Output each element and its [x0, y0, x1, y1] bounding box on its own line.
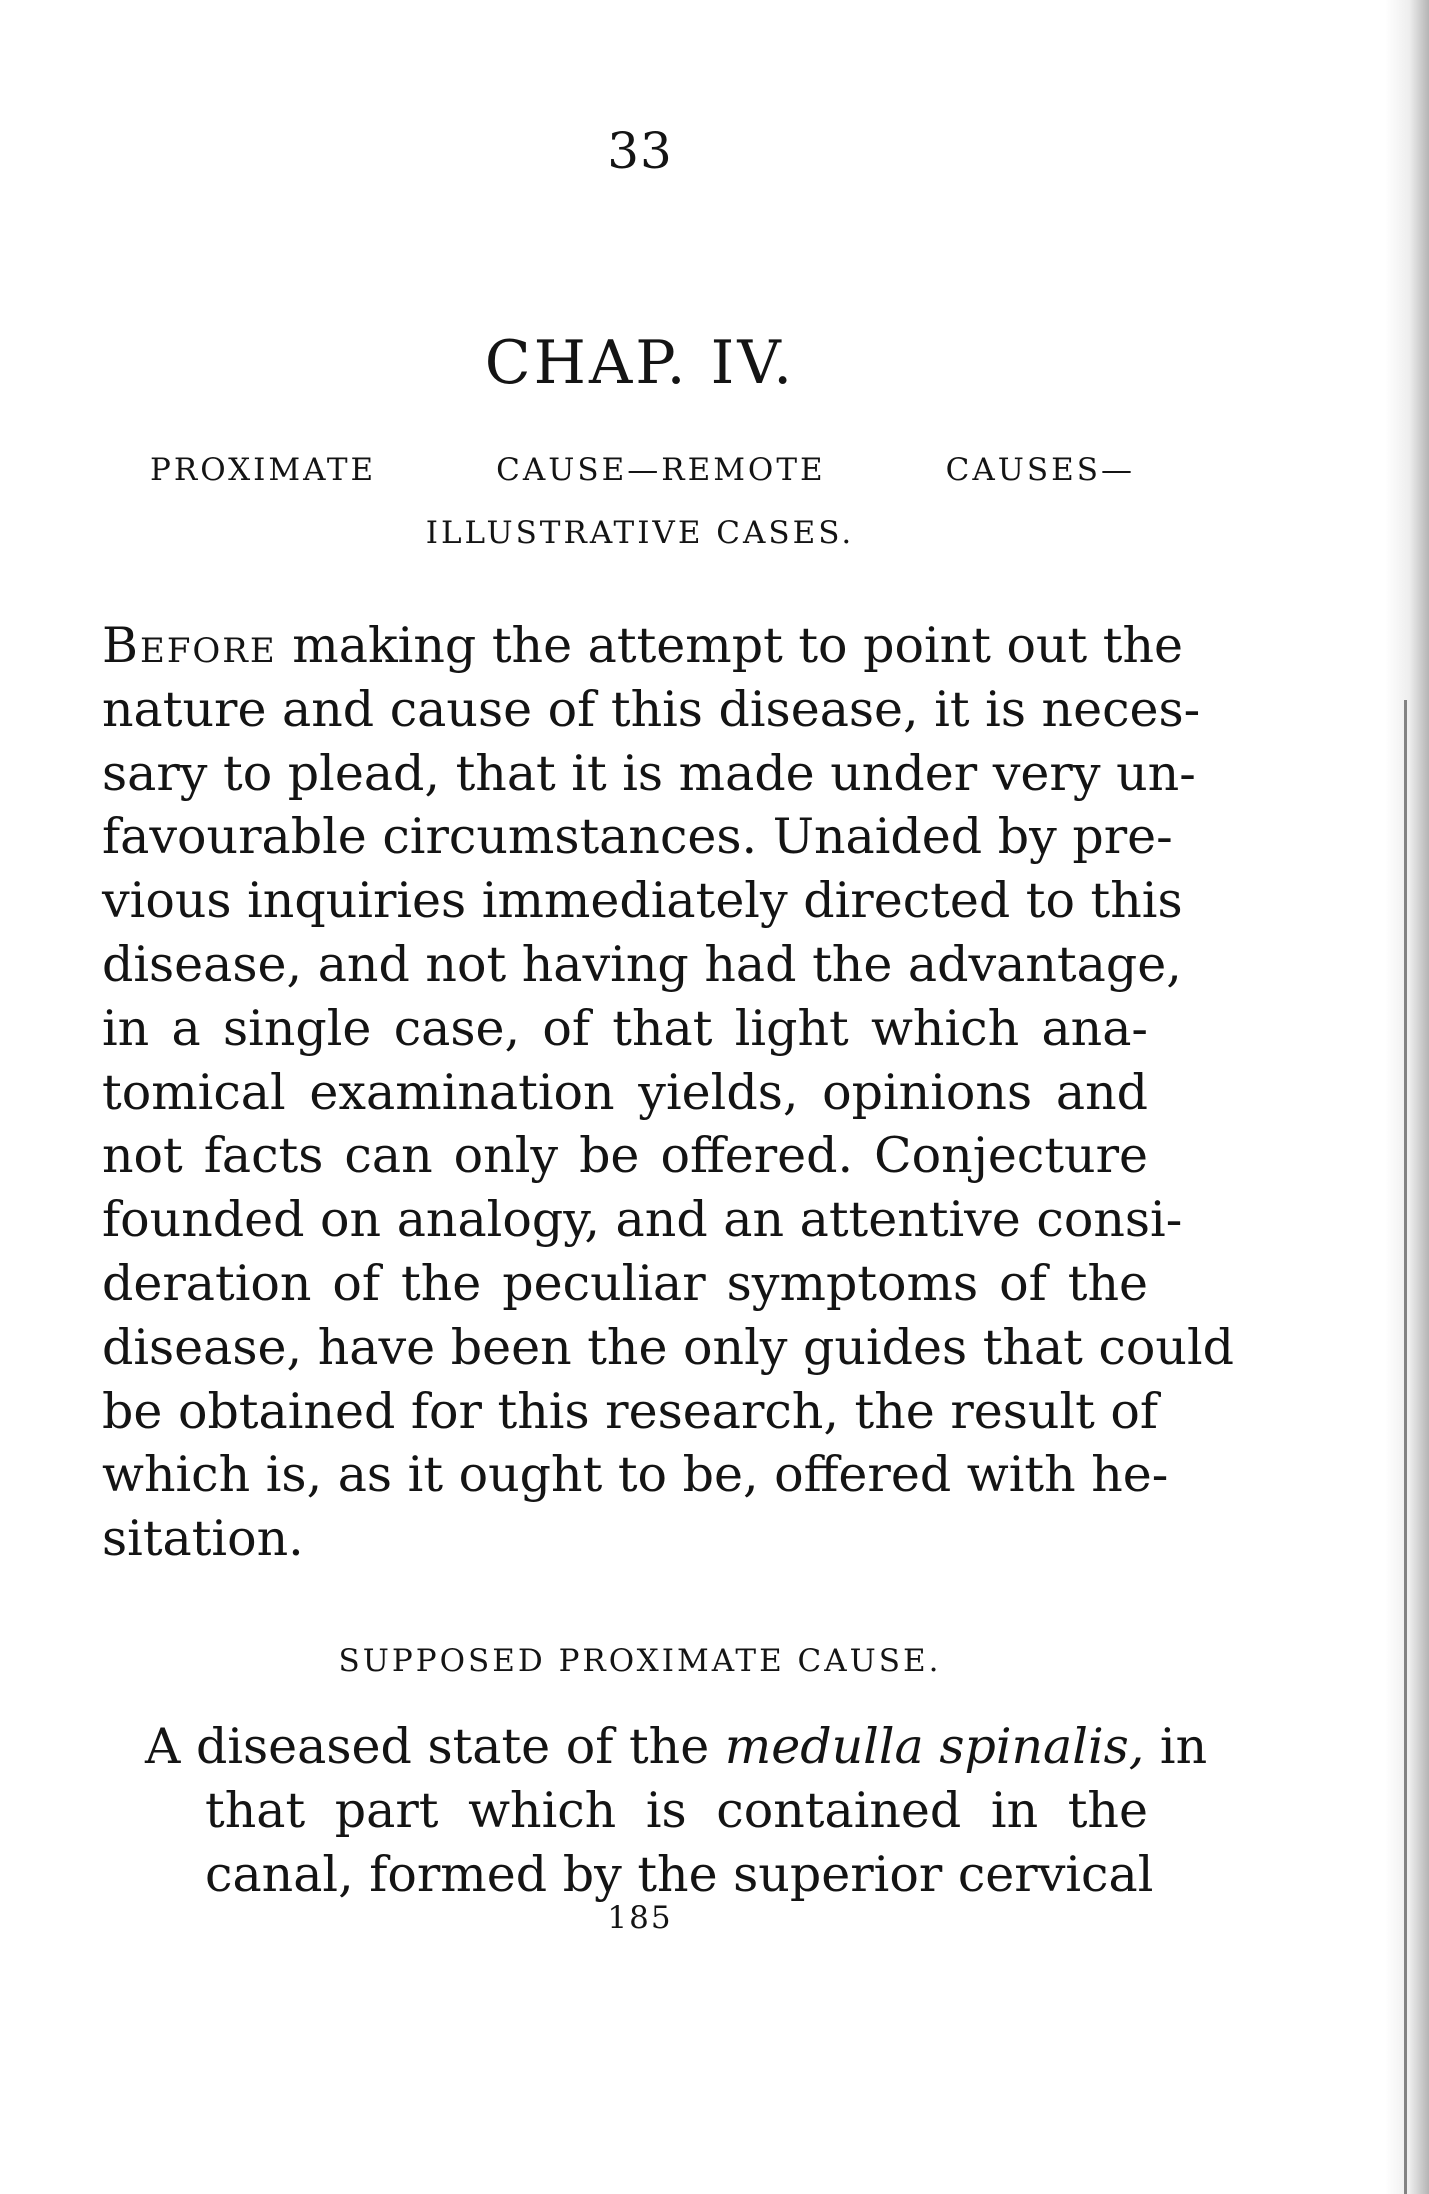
body-line-text: making the attempt to point out the — [292, 617, 1184, 674]
body-line: sitation. — [102, 1510, 304, 1568]
chapter-heading-line-2: ILLUSTRATIVE CASES. — [425, 515, 855, 551]
first-word: Before — [102, 617, 277, 674]
page-number: 33 — [607, 122, 673, 180]
definition-line — [145, 1715, 1208, 1779]
signature-mark: 185 — [607, 1900, 673, 1936]
definition-text: in — [1159, 1718, 1208, 1775]
section-heading: SUPPOSED PROXIMATE CAUSE. — [338, 1643, 942, 1679]
body-line: sary to plead, that it is made under very un- — [102, 744, 1196, 802]
definition-text: A diseased state of the — [145, 1718, 710, 1775]
body-line: founded on analogy, and an attentive consi- — [102, 1191, 1183, 1249]
body-line: not facts can only be offered. Conjecture — [102, 1127, 1148, 1185]
body-line: tomical examination yields, opinions and — [102, 1063, 1148, 1121]
body-line: be obtained for this research, the result of — [102, 1382, 1159, 1440]
body-line: in a single case, of that light which ana- — [102, 999, 1148, 1057]
body-line — [102, 614, 1184, 678]
definition-line: canal, formed by the superior cervical — [205, 1846, 1154, 1903]
definition-paragraph — [145, 1715, 1208, 1907]
definition-italic-term: medulla spinalis, — [724, 1718, 1145, 1775]
body-line: disease, and not having had the advantage, — [102, 935, 1182, 993]
chapter-heading-line-1: PROXIMATE CAUSE—REMOTE CAUSES— — [150, 452, 1135, 488]
chapter-title: CHAP. IV. — [484, 328, 796, 398]
definition-line: that part which is contained in the — [205, 1782, 1148, 1839]
body-line: deration of the peculiar symptoms of the — [102, 1254, 1148, 1312]
body-paragraph — [102, 614, 1234, 1571]
page-gutter-shadow — [1385, 0, 1429, 2194]
body-line: which is, as it ought to be, offered with he- — [102, 1446, 1169, 1504]
body-line: vious inquiries immediately directed to this — [102, 872, 1183, 930]
body-line: nature and cause of this disease, it is neces- — [102, 680, 1201, 738]
body-line: favourable circumstances. Unaided by pre- — [102, 808, 1173, 866]
body-line: disease, have been the only guides that could — [102, 1318, 1234, 1376]
page-gutter-edge — [1404, 700, 1407, 2194]
